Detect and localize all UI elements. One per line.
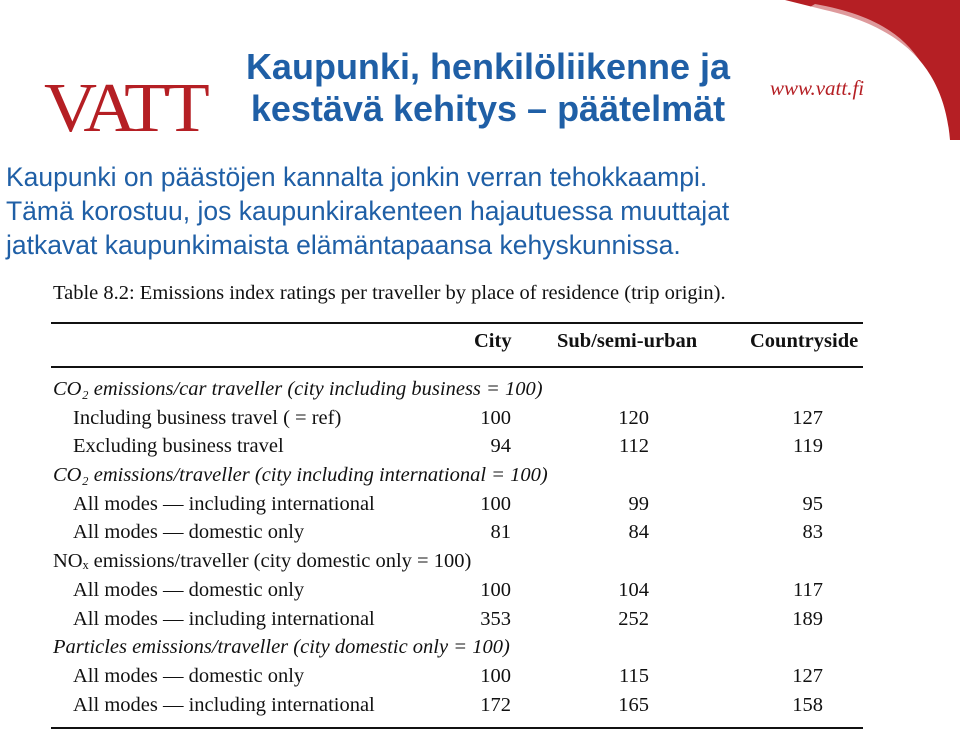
row-label: All modes — including international — [73, 693, 375, 716]
table-cell: 100 — [480, 578, 511, 601]
table-top-rule — [51, 322, 863, 324]
table-row — [51, 521, 863, 550]
section-header-row — [51, 464, 863, 493]
vatt-logo: VATT — [44, 70, 206, 147]
table-cell: 353 — [480, 607, 511, 630]
table-caption: Table 8.2: Emissions index ratings per traveller by place of residence (trip origin). — [53, 282, 726, 304]
table-cell: 99 — [628, 492, 649, 515]
table-cell: 165 — [618, 693, 649, 716]
table-cell: 112 — [619, 435, 649, 458]
table-cell: 100 — [480, 664, 511, 687]
row-label: All modes — domestic only — [73, 578, 305, 601]
table-row — [51, 665, 863, 694]
table-row — [51, 579, 863, 608]
table-cell: 84 — [628, 521, 649, 544]
table-cell: 120 — [618, 406, 649, 429]
row-label: Including business travel ( = ref) — [73, 406, 342, 429]
body-line-1: Kaupunki on päästöjen kannalta jonkin verran tehokkaampi. — [6, 162, 708, 192]
table-row — [51, 694, 863, 723]
body-line-3: jatkavat kaupunkimaista elämäntapaansa kehyskunnissa. — [6, 230, 681, 260]
column-header-suburban: Sub/semi-urban — [557, 330, 698, 352]
title-line-1: Kaupunki, henkilöliikenne ja — [245, 46, 731, 87]
table-row — [51, 435, 863, 464]
table-cell: 94 — [490, 435, 511, 458]
table-row — [51, 407, 863, 436]
row-label: Excluding business travel — [73, 435, 284, 458]
section-title: CO₂ emissions/traveller (city including international = 100) — [53, 464, 548, 487]
table-body — [51, 378, 863, 722]
section-title: NOₓ emissions/traveller (city domestic only = 100) — [53, 550, 472, 573]
table-cell: 252 — [618, 607, 649, 630]
section-header-row — [51, 378, 863, 407]
table-cell: 172 — [480, 693, 511, 716]
site-url: www.vatt.fi — [770, 76, 865, 100]
table-cell: 81 — [490, 521, 511, 544]
table-cell: 117 — [793, 578, 823, 601]
title-line-2: kestävä kehitys – päätelmät — [250, 88, 726, 129]
section-title: Particles emissions/traveller (city domestic only = 100) — [53, 636, 510, 659]
table-cell: 158 — [792, 693, 823, 716]
body-paragraph — [6, 160, 956, 262]
row-label: All modes — including international — [73, 492, 375, 515]
row-label: All modes — domestic only — [73, 521, 305, 544]
section-title: CO₂ emissions/car traveller (city including business = 100) — [53, 378, 543, 400]
table-cell: 95 — [802, 492, 823, 515]
table-row — [51, 608, 863, 637]
table-header-rule — [51, 366, 863, 368]
table-cell: 100 — [480, 406, 511, 429]
section-header-row — [51, 550, 863, 579]
corner-decoration — [785, 0, 960, 140]
table-cell: 83 — [802, 521, 823, 544]
table-cell: 189 — [792, 607, 823, 630]
table-bottom-rule — [51, 727, 863, 729]
table-cell: 119 — [793, 435, 823, 458]
row-label: All modes — domestic only — [73, 664, 305, 687]
table-cell: 127 — [792, 406, 823, 429]
table-cell: 100 — [480, 492, 511, 515]
table-row — [51, 493, 863, 522]
column-header-city: City — [474, 330, 512, 352]
table-cell: 104 — [618, 578, 649, 601]
table-cell: 127 — [792, 664, 823, 687]
body-line-2: Tämä korostuu, jos kaupunkirakenteen hajautuessa muuttajat — [6, 196, 730, 226]
section-header-row — [51, 636, 863, 665]
column-header-countryside: Countryside — [750, 330, 859, 352]
slide-title — [208, 46, 768, 130]
table-cell: 115 — [619, 664, 649, 687]
row-label: All modes — including international — [73, 607, 375, 630]
